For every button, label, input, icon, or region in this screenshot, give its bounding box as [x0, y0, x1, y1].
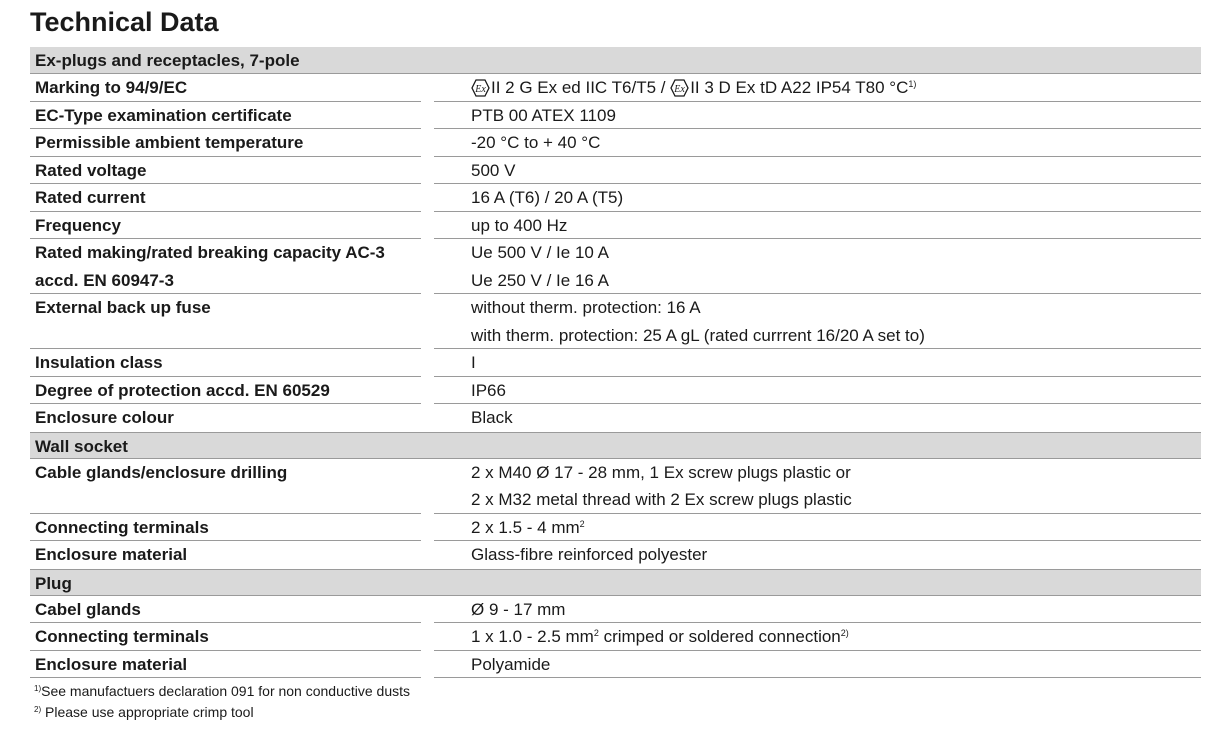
row-value: 2 x M40 Ø 17 - 28 mm, 1 Ex screw plugs plastic or 2 x M32 metal thread with 2 Ex screw plugs plastic	[471, 462, 852, 509]
row-value: -20 °C to + 40 °C	[471, 133, 601, 152]
table-row	[30, 459, 1201, 514]
footnote-1: $^{1)}$See manufactuers declaration 091 for non conductive dusts	[34, 683, 411, 699]
row-value: Polyamide	[471, 654, 551, 674]
row-value: 2 x 1.5 - 4 $mm^2$	[471, 517, 585, 537]
row-label: Degree of protection accd. EN 60529	[35, 380, 330, 400]
row-label: Insulation class	[35, 353, 163, 372]
row-label: Rated making/rated breaking capacity AC-3 accd. EN 60947-3	[35, 243, 385, 290]
row-value: Black	[471, 408, 513, 427]
row-value: without therm. protection: 16 A with therm. protection: 25 A gL (rated currrent 16/20 A set to)	[471, 298, 925, 345]
row-label: Marking to 94/9/EC	[35, 78, 188, 97]
row-value: Ø 9 - 17 mm	[471, 599, 566, 619]
table-row	[30, 74, 1201, 102]
row-label: Permissible ambient temperature	[35, 133, 304, 152]
row-label: Rated current	[35, 188, 146, 207]
table-row	[30, 651, 1201, 679]
footnote-ref: 2)	[840, 628, 849, 638]
row-label: Rated voltage	[35, 160, 147, 180]
table-row	[30, 212, 1201, 240]
table-row	[30, 377, 1201, 405]
table-row	[30, 596, 1201, 624]
row-value: 500 V	[471, 160, 516, 180]
table-row	[30, 184, 1201, 212]
row-label: Enclosure material	[35, 654, 188, 674]
table-row	[30, 294, 1201, 349]
row-value: Ex II 2 G Ex ed IIC T6/T5 / Ex II 3 D Ex tD A22 IP54 T80 $^\circ C^{1)}$	[471, 74, 916, 102]
row-value: PTB 00 ATEX 1109	[471, 105, 616, 125]
row-value: I	[471, 353, 476, 372]
row-value: 16 A (T6) / 20 A (T5)	[471, 188, 624, 207]
footnote-2: $^{2)}$ Please use appropriate crimp tool	[34, 704, 254, 720]
table-row	[30, 157, 1201, 185]
row-label: Frequency	[35, 215, 121, 235]
footnote-ref: 1)	[908, 79, 917, 89]
row-label: External back up fuse	[35, 298, 211, 317]
row-value: up to 400 Hz	[471, 215, 568, 235]
table-row	[30, 541, 1201, 569]
row-label: Cabel glands	[35, 599, 141, 619]
table-row	[30, 102, 1201, 130]
row-label: EC-Type examination certificate	[35, 105, 292, 125]
row-label: Cable glands/enclosure drilling	[35, 462, 288, 482]
table-row	[30, 623, 1201, 651]
svg-text:Ex: Ex	[475, 84, 486, 95]
row-label: Enclosure material	[35, 545, 188, 564]
table-row	[30, 129, 1201, 157]
table-row	[30, 349, 1201, 377]
section-header-ex-plugs: Ex-plugs and receptacles, 7-pole	[30, 47, 1201, 74]
table-row	[30, 404, 1201, 432]
row-label: Connecting terminals	[35, 627, 209, 646]
section-header-wall-socket: Wall socket	[30, 432, 1201, 459]
row-value: Glass-fibre reinforced polyester	[471, 545, 708, 564]
row-value: 1 x 1.0 - 2.5 $mm^2$ crimped or soldered connection$^{2)}$	[471, 627, 849, 646]
row-label: Connecting terminals	[35, 517, 209, 537]
table-row	[30, 514, 1201, 542]
svg-text:Ex: Ex	[674, 84, 685, 95]
row-label: Enclosure colour	[35, 408, 174, 427]
page-title: Technical Data	[30, 7, 219, 37]
row-value: Ue 500 V / Ie 10 A Ue 250 V / Ie 16 A	[471, 243, 609, 290]
section-header-plug: Plug	[30, 569, 1201, 596]
technical-data-table	[30, 47, 1201, 678]
table-row	[30, 239, 1201, 294]
row-value: IP66	[471, 380, 506, 400]
